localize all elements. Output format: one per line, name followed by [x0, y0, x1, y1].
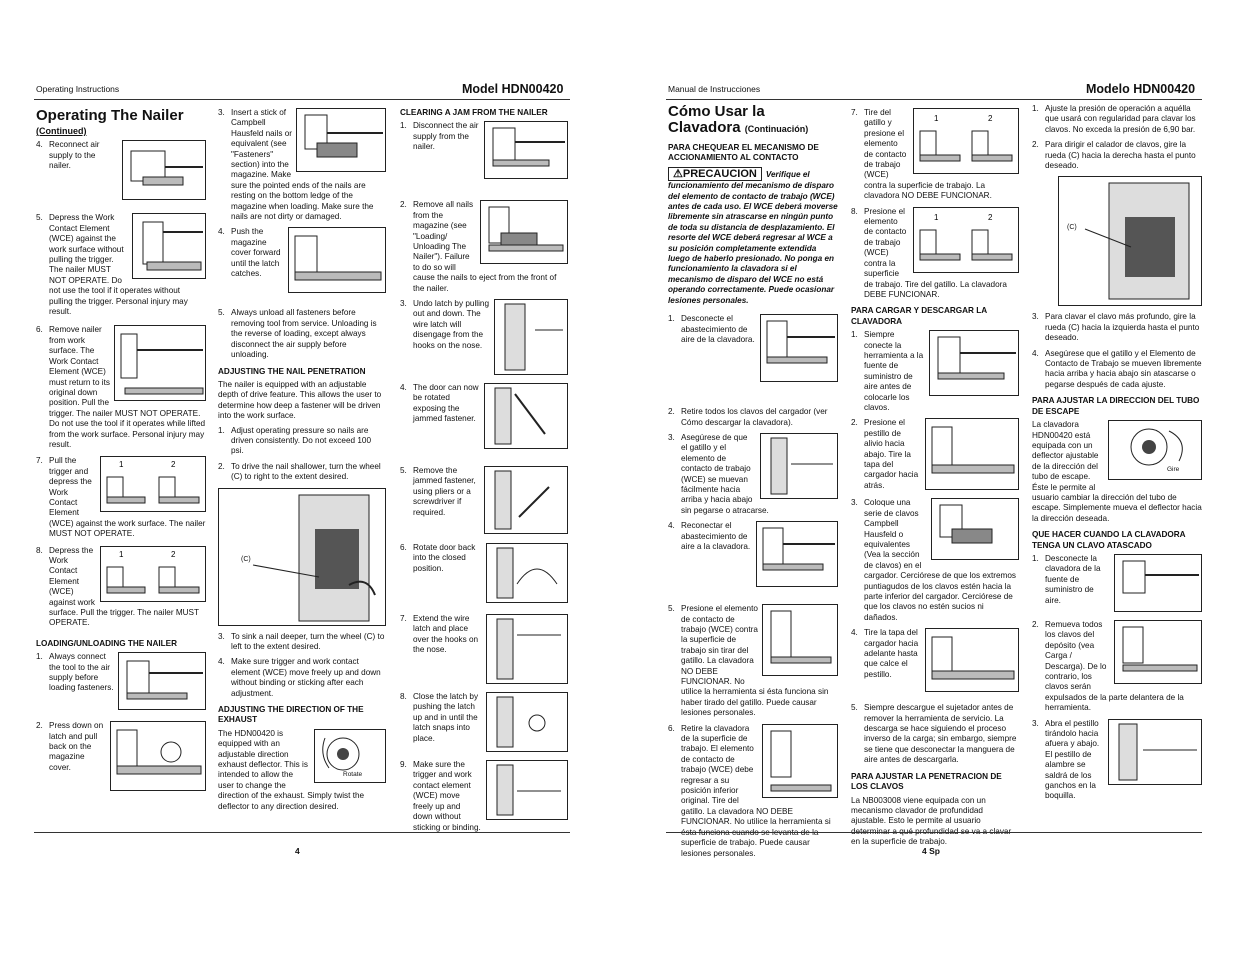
list-item: 8. 1 2 Presione el elemento de contacto de trabajo (WCE) contra la superficie de trabajo. Tire del gatillo. La clavadora DEBE FUNCIONAR. — [851, 207, 1019, 301]
list-item: 2. Press down on latch and pull back on the magazine cover. — [36, 721, 206, 794]
list-item: 4. Reconectar el abastecimiento de aire a la clavadora. — [668, 521, 838, 590]
list-item: 5. Siempre descargue el sujetador antes de remover la herramienta de servicio. La descarga se hace siguiendo el proceso inverso de la carga; sin embargo, siempre se tiene que desconectar la manguera de aire antes de descargarla. — [851, 703, 1017, 765]
list-item: 6. Remove nailer from work surface. The Work Contact Element (WCE) must return to its original down position. Pull the trigger. The nailer MUST NOT OPERATE. Do not use the tool if it operates while lifted from the work surface. Personal injury may result. — [36, 325, 206, 449]
nailer-figure — [925, 628, 1019, 692]
list-item: 1. Adjust operating pressure so nails are driven consistently. Do not exceed 100 psi. — [218, 425, 372, 456]
section-heading: PARA CARGAR Y DESCARGAR LA CLAVADORA — [851, 306, 987, 326]
list-item: 2. Para dirigir el calador de clavos, gire la rueda (C) hacia la derecha hasta el punto deseado. — [1032, 140, 1196, 171]
list-item: 9. Make sure the trigger and work contact element (WCE) move freely up and down without sticking or binding. — [400, 760, 568, 833]
nailer-figure — [929, 330, 1019, 396]
fig-step-1: 1 — [119, 549, 124, 559]
right-bottom-rule — [666, 832, 1202, 833]
warning-block: ⚠PRECAUCION Verifique el funcionamiento del mecanismo de disparo del elemento de contacto de trabajo (WCE) antes de cada uso. El WCE deberá moverse libremente sin atrascarse en ningún punto de toda su distancia de desplazamiento. El resorte del WCE deberá regresar al WCE a su posición completamente extendida luego de haberlo presionado. No ponga en funcionamiento la clavadora si el mecanismo de disparo del WCE no está operando correctamente. Puede ocasionar lesiones personales. — [668, 167, 838, 305]
list-item: 5. Always unload all fasteners before removing tool from service. Unloading is the reverse of loading, except always disconnect the air supply before unloading. — [218, 308, 377, 360]
list-item: 2. Remove all nails from the magazine (see "Loading/ Unloading The Nailer"). Failure to do so will cause the nails to eject from the front of the nailer. — [400, 200, 568, 294]
left-header-model: Model HDN00420 — [462, 82, 564, 96]
nose-figure — [760, 433, 838, 499]
nailer-figure — [762, 604, 838, 676]
section-heading: PARA AJUSTAR LA DIRECCION DEL TUBO DE ESCAPE — [1032, 396, 1200, 416]
nailer-figure — [1114, 620, 1202, 684]
paragraph: Gire La clavadora HDN00420 está equipada con un deflector ajustable de la dirección del tubo de escape. Éste le permite al usuario cambiar la dirección del tubo de escape. Simplemente mueva el deflector hacia la dirección deseada. — [1032, 420, 1202, 523]
paragraph: Rotate The HDN00420 is equipped with an adjustable direction exhaust deflector. This is intended to allow the user to change the direction of the exhaust. Simply twist the deflector to any direction desired. — [218, 729, 386, 812]
paragraph: La NB003008 viene equipada con un mecanismo clavador de profundidad ajustable. Esto le permite al usuario en la superficie de trabajo. — [851, 795, 986, 847]
list-item: 4. Tire la tapa del cargador hacia adelante hasta que calce el pestillo. — [851, 628, 1019, 695]
section-heading: ADJUSTING THE DIRECTION OF THE EXHAUST — [218, 705, 364, 725]
right-top-rule — [666, 99, 1202, 100]
right-col-1 — [668, 104, 838, 864]
list-item: 5. Remove the jammed fastener, using pliers or a screwdriver if required. — [400, 466, 568, 537]
callout-c: (C) — [241, 555, 251, 563]
fig-step-2: 2 — [988, 212, 993, 222]
section-heading: ADJUSTING THE NAIL PENETRATION — [218, 366, 366, 376]
section-heading: PARA CHEQUEAR EL MECANISMO DE ACCIONAMIENTO AL CONTACTO — [668, 143, 819, 163]
right-header-model: Modelo HDN00420 — [1086, 82, 1196, 96]
list-item: 3. To sink a nail deeper, turn the wheel (C) to left to the extent desired. — [218, 631, 385, 651]
depth-wheel-figure — [1058, 176, 1202, 306]
nailer-figure — [756, 521, 838, 587]
list-item: 5. Presione el elemento de contacto de trabajo (WCE) contra la superficie de trabajo sin tirar del gatillo. La clavadora NO DEBE FUNCIONAR. No utilice la herramienta si ésta funciona sin haber tirado del gatillo. Puede causar lesiones personales. — [668, 604, 838, 718]
fig-step-2: 2 — [171, 460, 176, 470]
list-item: 8. Close the latch by pushing the latch up and in until the latch snaps into place. — [400, 692, 568, 755]
nailer-figure — [1114, 554, 1202, 612]
list-item: 7. 1 2 Tire del gatillo y presione el elemento de contacto de trabajo (WCE) contra la superficie de trabajo. La clavadora NO DEBE FUNCIONAR. — [851, 108, 1019, 202]
section-heading: QUE HACER CUANDO LA CLAVADORA TENGA UN CLAVO ATASCADO — [1032, 530, 1186, 550]
nailer-figure — [762, 724, 838, 798]
nailer-figure-pair — [913, 108, 1019, 174]
list-item: 8. 1 2 Depress the Work Contact Element (WCE) against work surface. Pull the trigger. The nailer MUST OPERATE. — [36, 546, 206, 629]
callout-c: (C) — [1067, 224, 1077, 232]
page-number: 4 Sp — [922, 846, 940, 856]
list-item: 1. Desconecte la clavadora de la fuente de suministro de aire. — [1032, 554, 1202, 615]
list-item: 1. Disconnect the air supply from the nailer. — [400, 121, 568, 182]
list-item: 3. Para clavar el clavo más profundo, gire la rueda (C) hacia la izquierda hasta el punto deseado. — [1032, 312, 1200, 343]
right-header-label: Manual de Instrucciones — [668, 84, 761, 94]
list-item: 3. Insert a stick of Campbell Hausfeld nails or equivalent (see "Fasteners" section) into the magazine. Make sure the pointed ends of the nails are resting on the bottom ledge of the magazine when loading. Make sure the nails are not dirty or damaged. — [218, 108, 386, 222]
nailer-figure — [925, 418, 1019, 490]
list-item: 4. The door can now be rotated exposing the jammed fastener. — [400, 383, 568, 452]
fig-step-1: 1 — [934, 114, 939, 123]
page-title: Operating The Nailer — [36, 107, 184, 124]
continued-label: (Continued) — [36, 126, 87, 136]
nose-figure — [1108, 719, 1202, 785]
list-item: 7. 1 2 Pull the trigger and depress the Work Contact Element (WCE) against the work surface. The nailer MUST NOT OPERATE. — [36, 456, 206, 539]
continued-label: (Continuación) — [744, 124, 809, 134]
list-item: 7. Extend the wire latch and place over the hooks on the nose. — [400, 614, 568, 687]
list-item: 2. Retire todos los clavos del cargador (ver Cómo descargar la clavadora). — [668, 407, 828, 427]
list-item: 1. Always connect the tool to the air supply before loading fasteners. — [36, 652, 206, 713]
fig-step-2: 2 — [988, 114, 993, 123]
list-item: 2. Presione el pestillo de alivio hacia abajo. Tire la tapa del cargador hacia atrás. — [851, 418, 1019, 493]
list-item: 2. To drive the nail shallower, turn the wheel (C) to right to the extent desired. — [218, 461, 381, 482]
list-item: 1. Desconecte el abastecimiento de aire de la clavadora. — [668, 314, 838, 385]
page-number: 4 — [295, 846, 300, 856]
exhaust-deflector-figure — [1108, 420, 1202, 480]
warning-icon: ⚠ — [673, 167, 683, 180]
list-item: 4. Asegúrese que el gatillo y el Elemento de Contacto de Trabajo se mueven libremente hacia arriba y hacia abajo sin atascarse o pegarse después de cada ajuste. — [1032, 348, 1202, 389]
list-item: 3. Coloque una serie de clavos Campbell Hausfeld o equivalentes (Vea la sección de clavos) en el cargador. Cerciórese de que los extremos puntiagudos de los clavos estén hacia la parte inferior del cargador. Cerciórese de que los clavos no estén sucios ni dañados. — [851, 498, 1019, 623]
section-heading: LOADING/UNLOADING THE NAILER — [36, 638, 178, 648]
list-item: 5. Depress the Work Contact Element (WCE) against the work surface without pulling the trigger. The nailer MUST NOT OPERATE. Do not use the tool if it operates without pulling the trigger. Personal injury may result. — [36, 213, 206, 317]
nailer-figure-pair — [913, 207, 1019, 273]
list-item: 6. Retire la clavadora de la superficie de trabajo. El elemento de contacto de trabajo (WCE) debe regresar a su posición inferior original. Tire del gatillo. La clavadora NO DEBE FUNCIONAR. No utilice la herramienta si superficie de trabajo. Puede causar lesiones personales. — [668, 724, 838, 859]
fig-step-1: 1 — [934, 212, 939, 222]
right-col-3 — [1032, 104, 1202, 807]
fig-step-2: 2 — [171, 549, 176, 559]
paragraph: The nailer is equipped with an adjustable depth of drive feature. This allows the user to determine how deep a fastener will be driven into the work surface. — [218, 379, 382, 421]
fig-step-1: 1 — [119, 460, 124, 470]
list-item: 4. Make sure trigger and work contact element (WCE) move freely up and down without binding or sticking after each adjustment. — [218, 657, 381, 698]
list-item: 3. Asegúrese de que el gatillo y el elemento de contacto de trabajo (WCE) se muevan fácilmente hacia arriba y hacia abajo sin pegarse o atracarse. — [668, 433, 838, 516]
list-item: 2. Remueva todos los clavos del depósito (vea Carga / Descarga). De lo contrario, los clavos serán expulsados de la parte delantera de la herramienta. — [1032, 620, 1202, 714]
list-item: 1. Ajuste la presión de operación a aquélla que usará con regularidad para clavar los clavos. No exceda la presión de 6,90 bar. — [1032, 104, 1196, 134]
warning-badge: ⚠PRECAUCION — [668, 167, 762, 181]
gire-label: Gire — [1167, 466, 1180, 474]
list-item: 4. Push the magazine cover forward until the latch catches. — [218, 227, 386, 296]
list-item: 6. Rotate door back into the closed position. — [400, 543, 568, 606]
nailer-figure — [931, 498, 1019, 560]
page-title: Cómo Usar la Clavadora (Continuación) — [668, 103, 809, 136]
list-item: 3. Abra el pestillo tirándolo hacia afuera y abajo. El pestillo de alambre se saldrá de los ganchos en la boquilla. — [1032, 719, 1202, 802]
section-heading: CLEARING A JAM FROM THE NAILER — [400, 108, 548, 117]
left-header-label: Operating Instructions — [36, 84, 120, 94]
right-col-2 — [851, 108, 1019, 848]
list-item: 4. Reconnect air supply to the nailer. — [36, 140, 206, 203]
list-item: 3. Undo latch by pulling out and down. The wire latch will disengage from the hooks on the nose. — [400, 299, 568, 378]
list-item: 1. Siempre conecte la herramienta a la fuente de suministro de aire antes de colocarle los clavos. — [851, 330, 1019, 413]
rotate-label: Rotate — [343, 770, 363, 778]
nailer-figure — [760, 314, 838, 382]
section-heading: PARA AJUSTAR LA PENETRACION DE LOS CLAVOS — [851, 771, 1002, 792]
